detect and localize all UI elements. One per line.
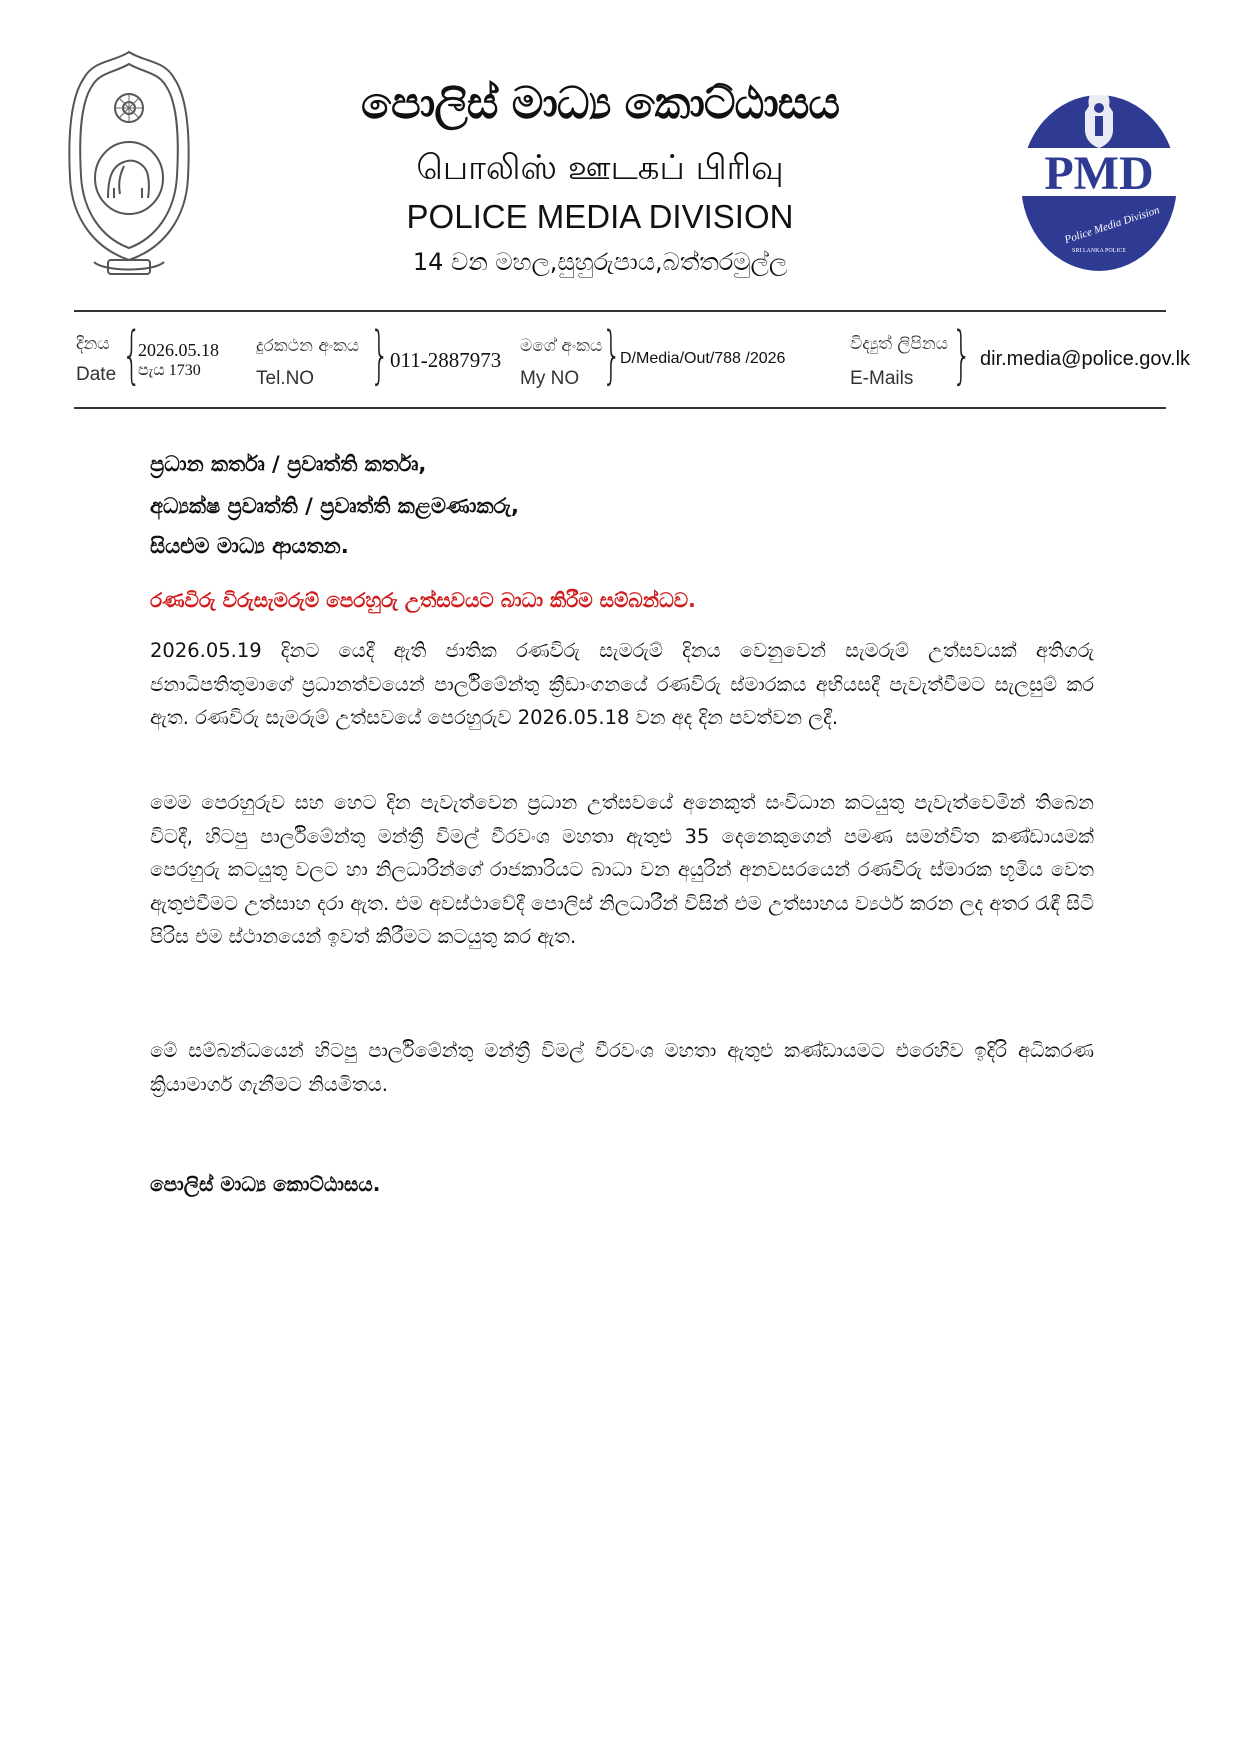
date-value: 2026.05.18 [138, 340, 219, 360]
subject-line: රණවිරු විරුසැමරුම් පෙරහුරු උත්සවයට බාධා කිරීම සම්බන්ධව. [150, 588, 696, 612]
email-label-en: E-Mails [850, 368, 914, 389]
header-bottom-rule [74, 407, 1166, 409]
header-top-rule [74, 310, 1166, 312]
brace-divider: } [601, 318, 622, 391]
recipient-line: ප්‍රධාන කර්තෘ / ප්‍රවෘත්ති කර්තෘ, [150, 452, 427, 476]
org-name-tamil: பொலிஸ் ஊடகப் பிரிவு [416, 148, 784, 188]
tel-label-en: Tel.NO [256, 368, 315, 389]
org-address: 14 වන මහල,සුහුරුපාය,බත්තරමුල්ල [412, 248, 788, 276]
signoff: පොලිස් මාධ්‍ය කොට්ඨාසය. [150, 1172, 381, 1196]
time-value: පැය 1730 [138, 362, 201, 379]
pmd-logo-sub: SRI LANKA POLICE [1071, 248, 1127, 254]
pmd-logo-text: PMD [1044, 147, 1154, 200]
date-label-en: Date [76, 364, 117, 385]
body-paragraph: මෙම පෙරහුරුව සහ හෙට දින පැවැත්වෙන ප්‍රධාන උත්සවයේ අනෙකුත් සංවිධාන කටයුතු පැවැත්වෙමින් තිබෙන විටදී, හිටපු පාර්ලිමේන්තු මන්ත්‍රී විමල් වීරවංශ මහතා ඇතුළු 35 දෙනෙකුගෙන් පමණ සමන්විත කණ්ඩායමක් පෙරහුරු කටයුතු වලට හා නිලධාරින්ගේ රාජකාරියට බාධා වන අයුරින් අනවසරයෙන් රණවිරු ස්මාරක භූමිය වෙත ඇතුළුවීමට උත්සාහ දරා ඇත. එම අවස්ථාවේදී පොලිස් නිලධාරීන් විසින් එම උත්සාහය ව්‍යර්ථ කරන ලද අතර රැඳී සිටි පිරිස එම ස්ථානයෙන් ඉවත් කිරීමට කටයුතු කර ඇත. [150, 791, 1094, 948]
body-paragraph: 2026.05.19 දිනට යෙදී ඇති ජාතික රණවිරු සැමරුම් දිනය වෙනුවෙන් සැමරුම් උත්සවයක් අතිගරු ජනාධිපතිතුමාගේ ප්‍රධානත්වයෙන් පාර්ලිමේන්තු ක්‍රීඩාංගනයේ රණවිරු ස්මාරකය අභියසදී පැවැත්වීමට සැලසුම් කර ඇත. රණවිරු සැමරුම් උත්සවයේ පෙරහුරුව 2026.05.18 වන අද දින පවත්වන ලදී. [150, 639, 1094, 729]
brace-divider: } [369, 318, 390, 391]
body-paragraph: මේ සම්බන්ධයෙන් හිටපු පාර්ලිමේන්තු මන්ත්‍රී විමල් වීරවංශ මහතා ඇතුළු කණ්ඩායමට එරෙහිව ඉදිරි අධිකරණ ක්‍රියාමාර්ග ගැනීමට නියමිතය. [150, 1039, 1094, 1096]
myno-value: D/Media/Out/788 /2026 [620, 350, 786, 367]
email-value: dir.media@police.gov.lk [980, 348, 1191, 370]
myno-label-si: මගේ අංකය [520, 336, 603, 356]
police-emblem-icon [64, 48, 194, 278]
pmd-logo-icon [1015, 68, 1183, 278]
pmd-logo-ring-text: Police Media Division [1063, 204, 1161, 247]
org-name-sinhala: පොලිස් මාධ්‍ය කොට්ඨාසය [361, 78, 839, 129]
tel-value: 011-2887973 [390, 348, 502, 372]
recipient-line: අධ්‍යක්ෂ ප්‍රවෘත්ති / ප්‍රවෘත්ති කළමණාකරු, [150, 494, 520, 518]
brace-divider: { [121, 318, 142, 391]
myno-label-en: My NO [520, 368, 580, 389]
brace-divider: } [951, 318, 972, 391]
org-name-english: POLICE MEDIA DIVISION [406, 198, 794, 235]
tel-label-si: දුරකථන අංකය [256, 336, 360, 356]
recipient-line: සියළුම මාධ්‍ය ආයතන. [150, 534, 349, 558]
date-label-si: දිනය [76, 334, 110, 354]
email-label-si: විද්‍යුත් ලිපිනය [850, 334, 948, 354]
